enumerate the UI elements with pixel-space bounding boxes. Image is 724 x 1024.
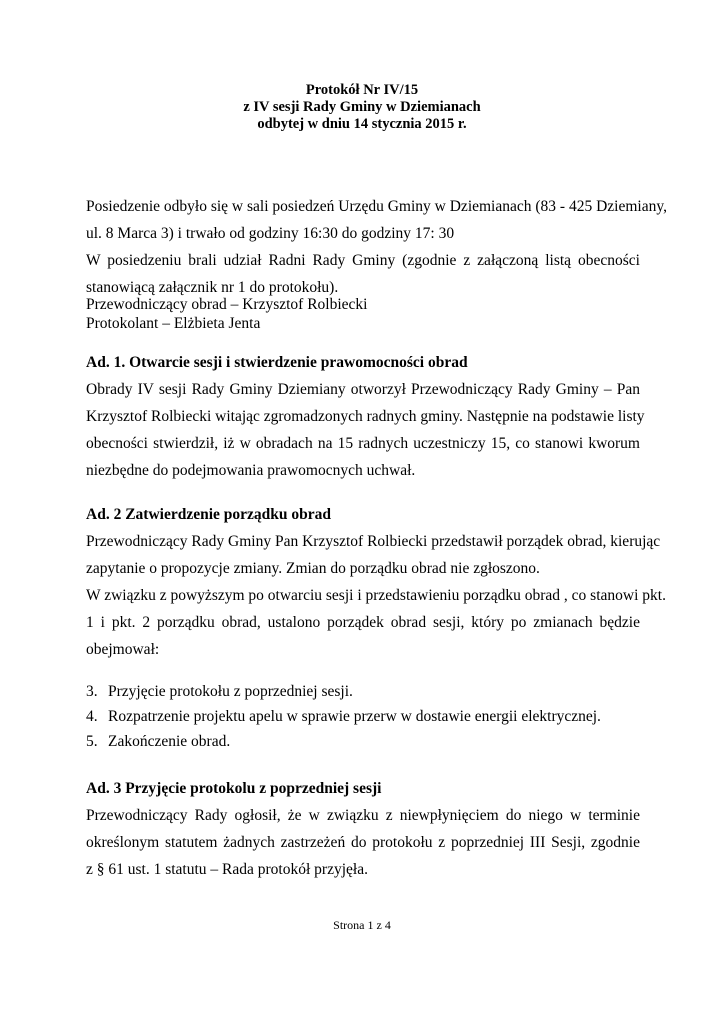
list-item-number: 5.: [86, 733, 98, 750]
officials-block: [86, 295, 367, 333]
intro-paragraph: [86, 193, 667, 301]
page-number-footer: Strona 1 z 4: [333, 918, 391, 932]
list-item: [86, 733, 230, 751]
ad2-heading: Ad. 2 Zatwierdzenie porządku obrad: [86, 506, 331, 523]
ad3-paragraph: [86, 802, 640, 883]
ad1-heading: Ad. 1. Otwarcie sesji i stwierdzenie prawomocności obrad: [86, 354, 468, 371]
chair-line: Przewodniczący obrad – Krzysztof Rolbiecki: [86, 296, 368, 313]
protocol-title: Protokół Nr IV/15: [305, 82, 419, 98]
ad2-line: zapytanie o propozycje zmiany. Zmian do porządku obrad nie zgłoszono.: [86, 560, 540, 577]
protocol-subtitle-date: odbytej w dniu 14 stycznia 2015 r.: [257, 116, 467, 132]
ad1-paragraph: [86, 376, 645, 484]
protocol-subtitle-session: z IV sesji Rady Gminy w Dziemianach: [243, 99, 481, 115]
intro-line: ul. 8 Marca 3) i trwało od godziny 16:30 do godziny 17: 30: [86, 225, 455, 242]
recorder-line: Protokolant – Elżbieta Jenta: [86, 315, 261, 332]
ad1-line: Obrady IV sesji Rady Gminy Dziemiany otworzył Przewodniczący Rady Gminy – Pan: [86, 381, 640, 398]
intro-line: W posiedzeniu brali udział Radni Rady Gminy (zgodnie z załączoną listą obecności: [86, 252, 640, 269]
list-item: [86, 683, 353, 701]
intro-line: Posiedzenie odbyło się w sali posiedzeń Urzędu Gminy w Dziemianach (83 - 425 Dziemiany,: [86, 198, 667, 215]
ad2-line: obejmował:: [86, 641, 160, 658]
ad3-line: określonym statutem żadnych zastrzeżeń do protokołu z poprzedniej III Sesji, zgodnie: [86, 834, 640, 851]
ad2-paragraph: [86, 528, 666, 663]
ad2-line: Przewodniczący Rady Gminy Pan Krzysztof Rolbiecki przedstawił porządek obrad, kierując: [86, 533, 661, 550]
list-item-number: 4.: [86, 708, 98, 725]
ad1-line: obecności stwierdził, iż w obradach na 15 radnych uczestniczy 15, co stanowi kworum: [86, 435, 640, 452]
list-item-text: Zakończenie obrad.: [108, 733, 231, 750]
list-item-text: Przyjęcie protokołu z poprzedniej sesji.: [108, 683, 353, 700]
list-item: [86, 708, 601, 726]
list-item-text: Rozpatrzenie projektu apelu w sprawie przerw w dostawie energii elektrycznej.: [108, 708, 601, 725]
ad1-line: niezbędne do podejmowania prawomocnych uchwał.: [86, 462, 416, 479]
list-item-number: 3.: [86, 683, 98, 700]
ad3-line: z § 61 ust. 1 statutu – Rada protokół przyjęła.: [86, 861, 368, 878]
intro-line: stanowiącą załącznik nr 1 do protokołu).: [86, 279, 339, 296]
ad2-line: W związku z powyższym po otwarciu sesji i przedstawieniu porządku obrad , co stanowi pkt.: [86, 587, 666, 604]
ad2-line: 1 i pkt. 2 porządku obrad, ustalono porządek obrad sesji, który po zmianach będzie: [86, 614, 640, 631]
ad1-line: Krzysztof Rolbiecki witając zgromadzonych radnych gminy. Następnie na podstawie listy: [86, 408, 645, 425]
ad3-heading: Ad. 3 Przyjęcie protokolu z poprzedniej sesji: [86, 780, 382, 797]
ad3-line: Przewodniczący Rady ogłosił, że w związku z niewpłynięciem do niego w terminie: [86, 807, 640, 824]
